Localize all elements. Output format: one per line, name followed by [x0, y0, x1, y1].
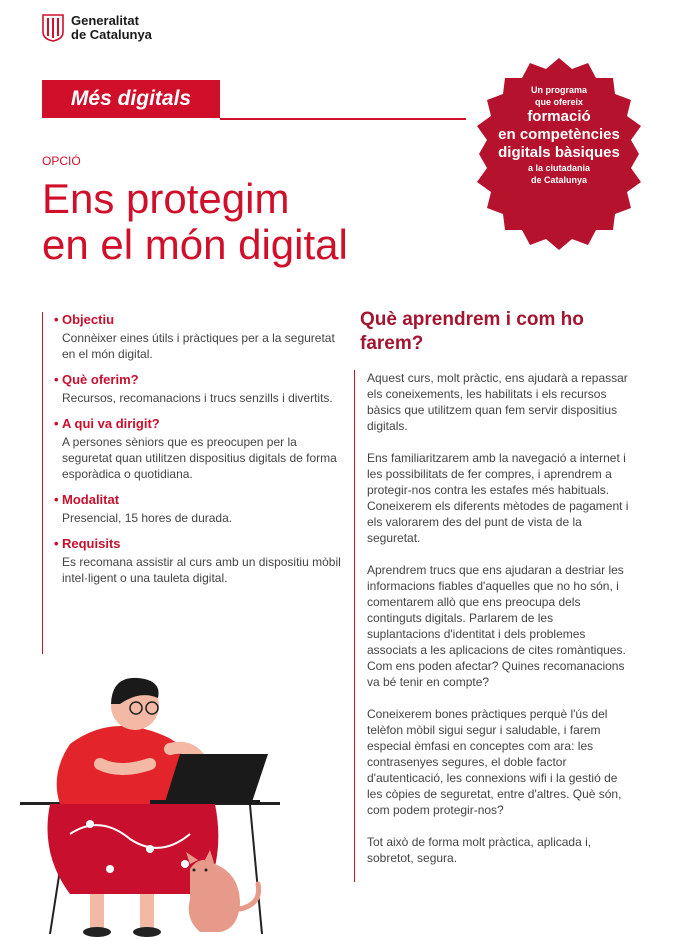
logo-line1: Generalitat	[71, 13, 139, 28]
description-paragraph: Aprendrem trucs que ens ajudaran a destriar les informacions fiables d'aquelles que no ho són, i comentarem allò que ens preocupa dels continguts digitals. Parlarem de les suplantacions d'identitat i dels problemes associats a les aplicacions de cites romàntiques. Com ens poden afectar? Quines recomanacions va bé tenir en compte?	[367, 563, 626, 689]
description-paragraph: Ens familiaritzarem amb la navegació a internet i les possibilitats de fer compres, i aprendrem a protegir-nos contra les estafes més habituals. Coneixerem els diferents mètodes de pagament i els valorarem des del punt de vista de la seguretat.	[367, 451, 629, 545]
detail-a-qui-va-dirigit	[62, 416, 343, 482]
detail-title: • Modalitat	[62, 492, 343, 507]
option-label: OPCIÓ	[42, 154, 81, 168]
seal-line2: que ofereix	[534, 97, 583, 107]
description-paragraph: Tot això de forma molt pràctica, aplicada i, sobretot, segura.	[367, 835, 592, 865]
senyera-logo-icon	[42, 14, 64, 42]
detail-text: Presencial, 15 hores de durada.	[62, 511, 233, 525]
detail-text: Connèixer eines útils i pràctiques per a la seguretat en el món digital.	[62, 331, 335, 361]
detail-objectiu	[62, 312, 343, 362]
description-paragraph: Coneixerem bones pràctiques perquè l'ús del telèfon mòbil sigui segur i saludable, i farem especial èmfasi en conceptes com ara: les contrasenyes segures, el doble factor d'autenticació, les connexions wifi i la gestió de les còpies de seguretat, entre d'altres. Què són, com podem protegir-nos?	[367, 707, 622, 817]
detail-text: A persones sèniors que es preocupen per la seguretat quan utilitzen dispositius digitals de forma esporàdica o quotidiana.	[62, 435, 337, 481]
title-line1: Ens protegim	[42, 175, 290, 222]
seal-line1: Un programa	[530, 85, 587, 95]
detail-text: Es recomana assistir al curs amb un dispositiu mòbil intel·ligent o una tauleta digital.	[62, 555, 341, 585]
page-title	[42, 176, 462, 268]
seal-line4: en competències	[498, 126, 620, 143]
section-title: Què aprendrem i com ho farem?	[360, 309, 584, 354]
description-paragraph: Aquest curs, molt pràctic, ens ajudarà a repassar els coneixements, les habilitats i els recursos bàsics que utilitzem quan fem servir dispositius digitals.	[367, 371, 628, 433]
seal-line5: digitals bàsiques	[498, 144, 620, 161]
detail-title: • Què oferim?	[62, 372, 343, 387]
seal-line3: formació	[527, 108, 591, 125]
person-with-laptop-illustration	[0, 664, 300, 940]
detail-title: • Objectiu	[62, 312, 343, 327]
seal-line6: a la ciutadania	[527, 163, 591, 173]
detail-modalitat	[62, 492, 343, 526]
course-description	[354, 370, 629, 882]
course-details	[42, 312, 343, 654]
banner-divider	[220, 118, 466, 120]
title-line2: en el món digital	[42, 221, 348, 268]
detail-text: Recursos, recomanacions i trucs senzills i divertits.	[62, 391, 333, 405]
detail-title: • A qui va dirigit?	[62, 416, 343, 431]
logo-text	[71, 14, 152, 42]
detail-requisits	[62, 536, 343, 586]
detail-title: • Requisits	[62, 536, 343, 551]
logo-line2: de Catalunya	[71, 27, 152, 42]
program-banner: Més digitals	[42, 80, 220, 118]
seal-text	[476, 84, 642, 186]
generalitat-logo	[42, 14, 152, 42]
seal-line7: de Catalunya	[530, 175, 588, 185]
detail-que-oferim	[62, 372, 343, 406]
